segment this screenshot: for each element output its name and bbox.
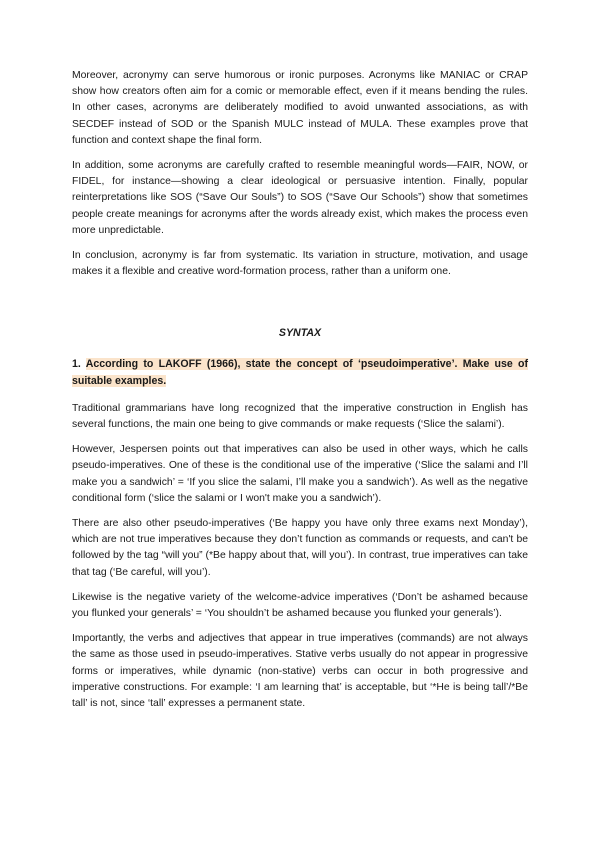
question-1 bbox=[72, 356, 528, 388]
answer-paragraph-1: Traditional grammarians have long recognized that the imperative construction in English has several functions, the main one being to give commands or make requests (‘Slice the salami’). bbox=[72, 402, 528, 431]
question-text-highlighted: According to LAKOFF (1966), state the concept of ‘pseudoimperative’. Make use of suitable examples. bbox=[72, 358, 528, 387]
intro-paragraph-3: In conclusion, acronymy is far from systematic. Its variation in structure, motivation, and usage makes it a flexible and creative word-formation process, rather than a uniform one. bbox=[72, 250, 528, 278]
answer-paragraph-2: However, Jespersen points out that imperatives can also be used in other ways, which he calls pseudo-imperatives. One of these is the conditional use of the imperative (‘Slice the salami and I’ll make you a sandwich’ = ‘If you slice the salami, I’ll make you a sandwich’). As well as the negative conditional form (‘slice the salami or I won't make you a sandwich’). bbox=[72, 444, 528, 504]
question-number: 1. bbox=[72, 358, 81, 371]
section-heading: SYNTAX bbox=[278, 327, 322, 340]
intro-paragraph-2: In addition, some acronyms are carefully crafted to resemble meaningful words—FAIR, NOW, or FIDEL, for instance—showing a clear ideological or persuasive intention. Finally, popular reinterpretations like SOS (“Save Our Souls”) to SOS (“Save Our Schools”) show that sometimes people create meanings for acronyms after the words already exist, which makes the process even more unpredictable. bbox=[72, 160, 528, 236]
intro-paragraph-1: Moreover, acronymy can serve humorous or ironic purposes. Acronyms like MANIAC or CRAP show how creators often aim for a comic or memorable effect, even if it means bending the rules. In other cases, acronyms are deliberately modified to avoid unwanted associations, as with SECDEF instead of SOD or the Spanish MULC instead of MULA. These examples prove that function and context shape the final form. bbox=[72, 70, 528, 146]
answer-paragraph-5: Importantly, the verbs and adjectives that appear in true imperatives (commands) are not always the same as those used in pseudo-imperatives. Stative verbs usually do not appear in progressive forms or imperatives, while dynamic (non-stative) verbs can occur in both progressive and imperative constructions. For example: ‘I am learning that’ is acceptable, but ‘*He is being tall’/*Be tall’ is not, since ‘tall’ expresses a permanent state. bbox=[72, 633, 528, 710]
answer-paragraph-4: Likewise is the negative variety of the welcome-advice imperatives (‘Don’t be ashamed because you flunked your generals’ = ‘You shouldn’t be ashamed because you flunked your generals’). bbox=[72, 591, 528, 620]
answer-paragraph-3: There are also other pseudo-imperatives (‘Be happy you have only three exams next Monday’), which are not true imperatives because they don’t function as commands or requests, and can't be followed by the tag “will you” (*Be happy about that, will you’). In contrast, true imperatives can take that tag (‘Be careful, will you’). bbox=[72, 518, 528, 578]
